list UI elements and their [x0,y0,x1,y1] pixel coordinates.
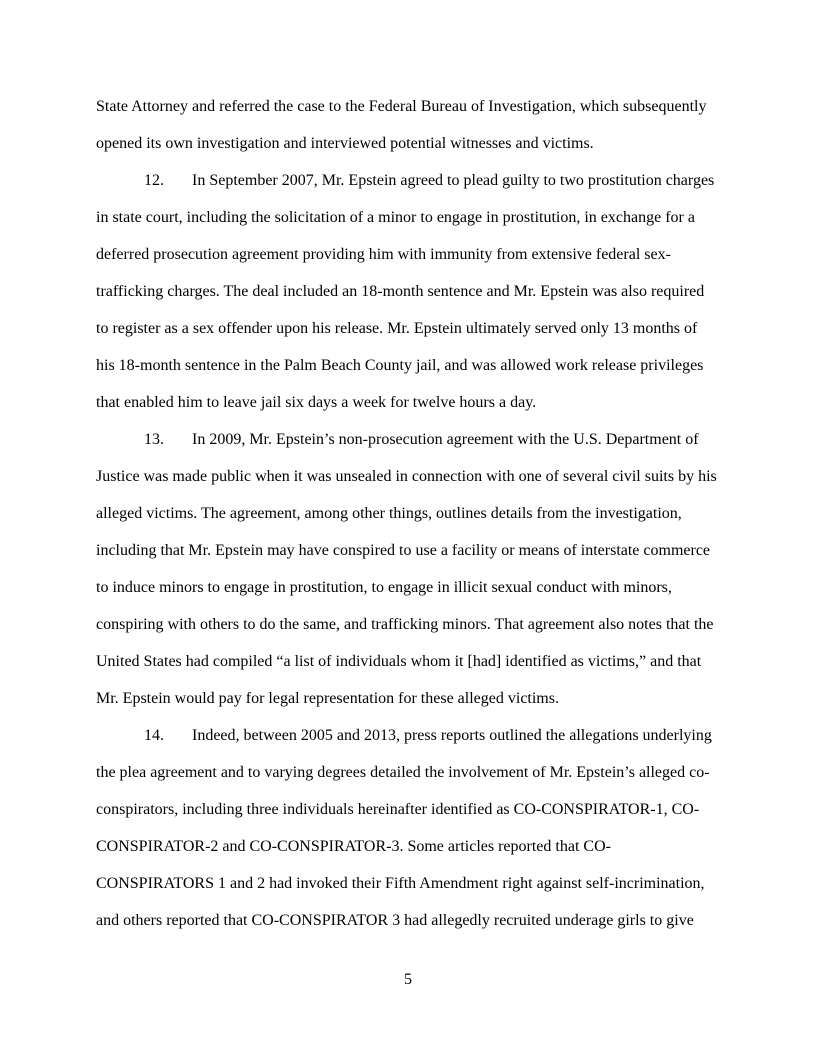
body-line: Mr. Epstein would pay for legal representation for these alleged victims. [96,690,559,707]
body-line: trafficking charges. The deal included an 18-month sentence and Mr. Epstein was also required [96,283,705,300]
body-line: CONSPIRATORS 1 and 2 had invoked their Fifth Amendment right against self-incrimination, [96,875,705,892]
body-line: the plea agreement and to varying degrees detailed the involvement of Mr. Epstein’s alleged co- [96,764,710,781]
paragraph-12-first-line [144,171,768,191]
paragraph-number: 13. [144,431,164,448]
body-line: including that Mr. Epstein may have conspired to use a facility or means of interstate commerce [96,542,711,559]
page-number: 5 [404,971,412,988]
body-line: conspiring with others to do the same, and trafficking minors. That agreement also notes that the [96,616,714,633]
body-line: and others reported that CO-CONSPIRATOR 3 had allegedly recruited underage girls to give [96,912,694,929]
body-line: CONSPIRATOR-2 and CO-CONSPIRATOR-3. Some articles reported that CO- [96,838,611,855]
body-line: Justice was made public when it was unsealed in connection with one of several civil suits by his [96,468,717,485]
body-line: United States had compiled “a list of individuals whom it [had] identified as victims,” and that [96,653,702,670]
body-line: deferred prosecution agreement providing him with immunity from extensive federal sex- [96,246,671,263]
body-line: Indeed, between 2005 and 2013, press reports outlined the allegations underlying [192,727,712,744]
body-line: in state court, including the solicitation of a minor to engage in prostitution, in exchange for a [96,209,695,226]
body-line: alleged victims. The agreement, among other things, outlines details from the investigation, [96,505,682,522]
body-line: State Attorney and referred the case to the Federal Bureau of Investigation, which subsequently [96,98,707,115]
paragraph-number: 14. [144,727,164,744]
paragraph-number: 12. [144,172,164,189]
body-line: his 18-month sentence in the Palm Beach County jail, and was allowed work release privileges [96,357,704,374]
paragraph-14-first-line [144,726,768,746]
body-line: opened its own investigation and interviewed potential witnesses and victims. [96,135,594,152]
body-line: conspirators, including three individuals hereinafter identified as CO-CONSPIRATOR-1, CO- [96,801,700,818]
body-line: In 2009, Mr. Epstein’s non-prosecution agreement with the U.S. Department of [192,431,699,448]
body-line: to induce minors to engage in prostitution, to engage in illicit sexual conduct with minors, [96,579,672,596]
body-line: In September 2007, Mr. Epstein agreed to plead guilty to two prostitution charges [192,172,715,189]
body-line: that enabled him to leave jail six days a week for twelve hours a day. [96,394,537,411]
body-line: to register as a sex offender upon his release. Mr. Epstein ultimately served only 13 months of [96,320,698,337]
paragraph-13-first-line [144,430,768,450]
